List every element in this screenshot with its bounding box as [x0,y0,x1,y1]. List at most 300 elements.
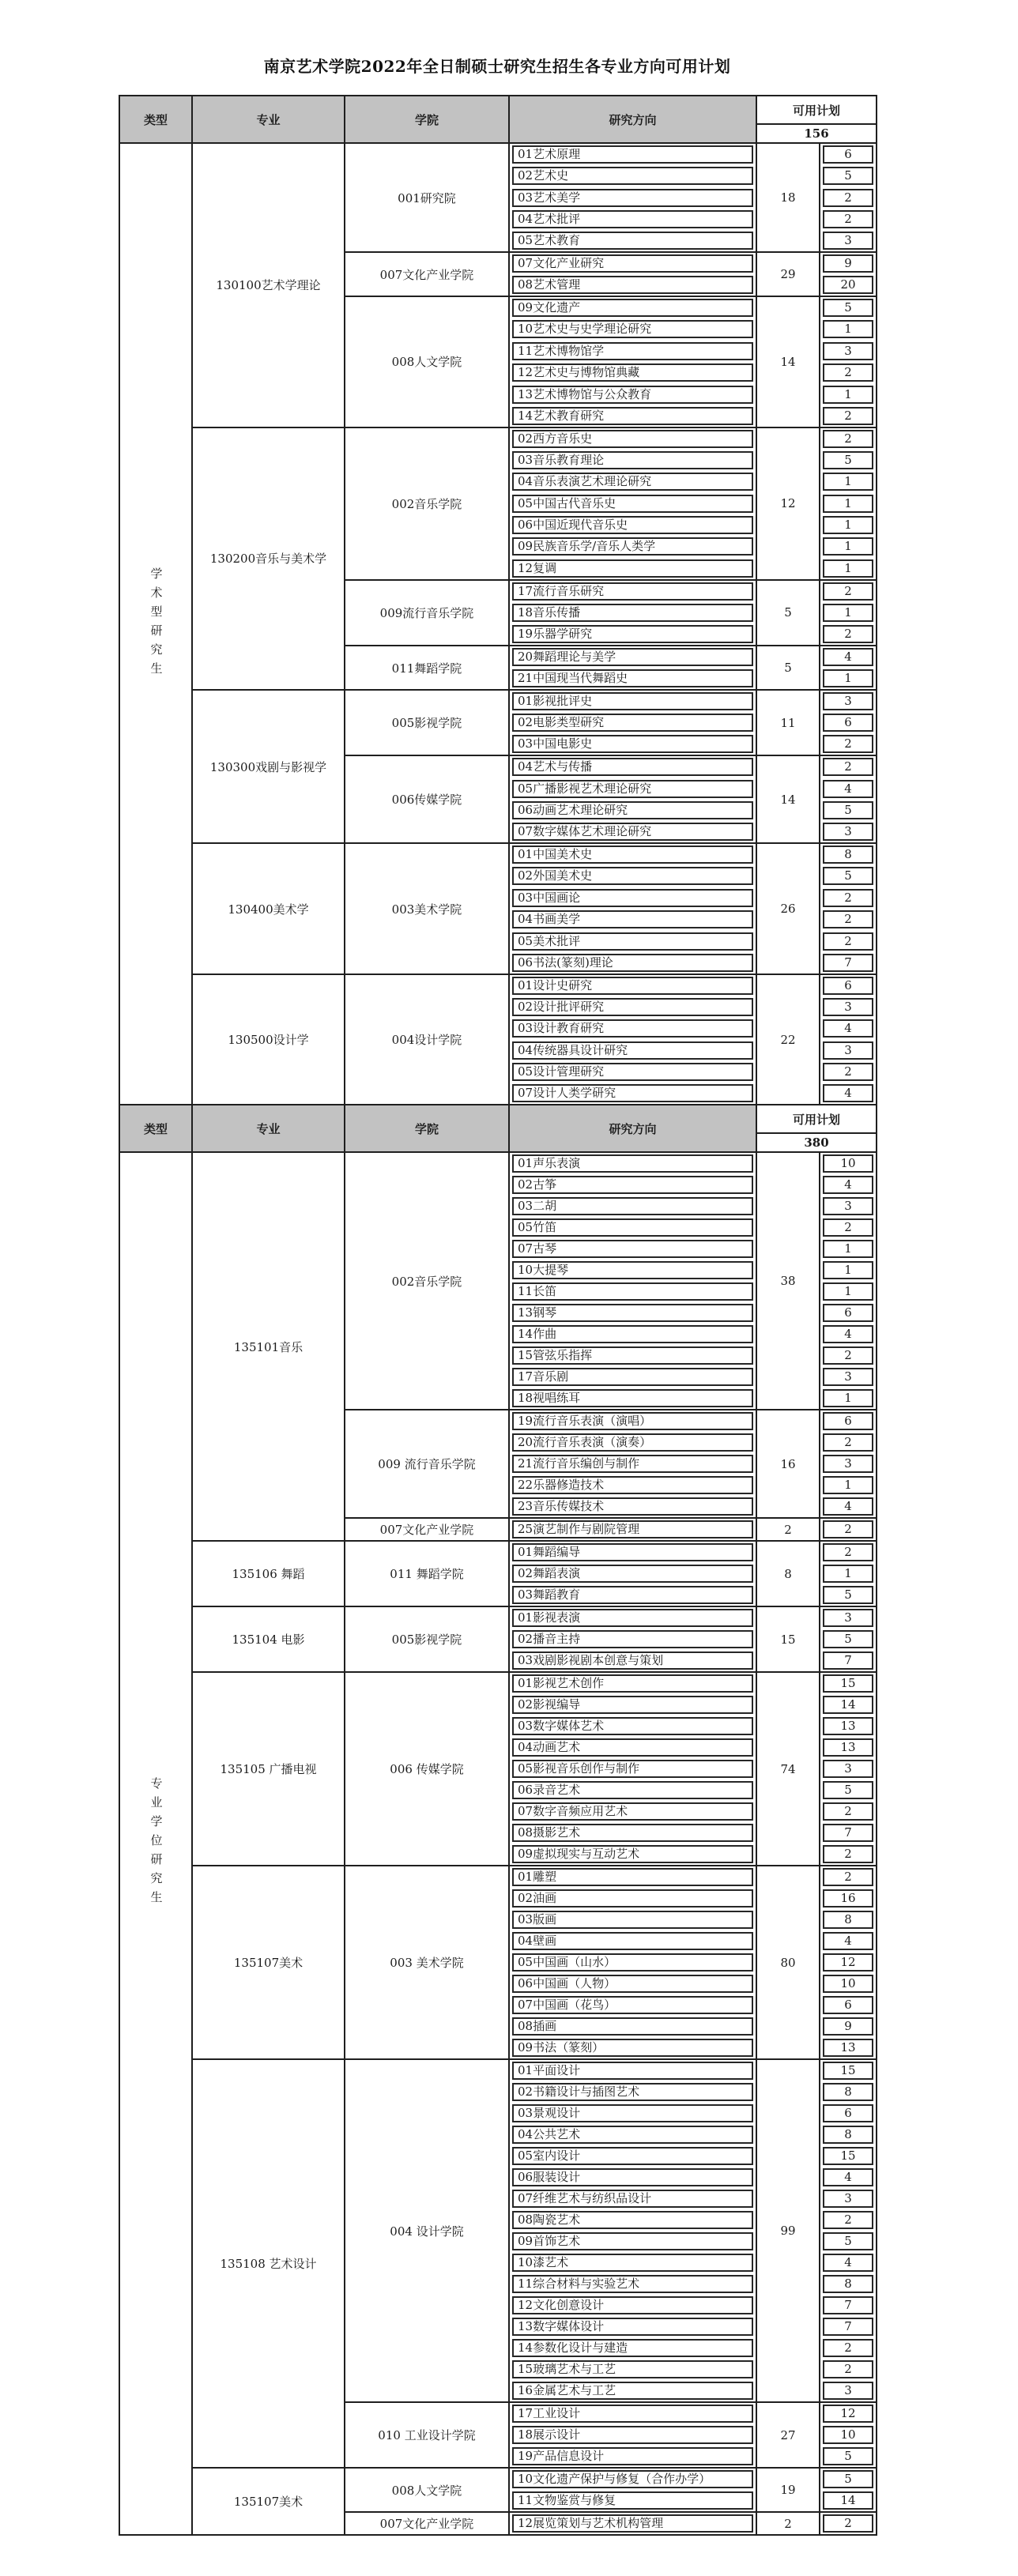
direction-count: 8 [823,2083,873,2101]
major-cell: 135107美术 [192,2468,345,2535]
direction-cell [509,450,756,471]
direction-count-cell [820,383,877,405]
direction-label: 09文化遗产 [512,299,753,317]
direction-count: 5 [823,1630,873,1648]
header-direction: 研究方向 [509,96,756,143]
direction-label: 04音乐表演艺术理论研究 [512,473,753,491]
direction-label: 18展示设计 [512,2426,753,2444]
direction-cell [509,143,756,165]
direction-count-cell [820,2337,877,2359]
college-cell: 010 工业设计学院 [345,2402,509,2468]
direction-count-cell [820,186,877,208]
direction-count-cell [820,1843,877,1866]
direction-count: 4 [823,1084,873,1102]
direction-count-cell [820,1650,877,1672]
direction-count: 7 [823,1651,873,1670]
direction-count-cell [820,1629,877,1650]
direction-count: 1 [823,1261,873,1279]
direction-cell [509,2081,756,2103]
direction-count: 7 [823,2318,873,2336]
college-total-cell: 2 [756,1518,820,1541]
direction-label: 10艺术史与史学理论研究 [512,320,753,338]
direction-count-cell [820,1801,877,1822]
direction-label: 05艺术教育 [512,232,753,250]
college-total-cell: 74 [756,1672,820,1866]
direction-count: 4 [823,1019,873,1038]
direction-count-cell [820,580,877,602]
direction-count-cell [820,2037,877,2059]
direction-count-cell [820,1973,877,1994]
direction-count: 2 [823,189,873,207]
direction-count: 3 [823,1609,873,1627]
direction-label: 01舞蹈编导 [512,1543,753,1561]
direction-count-cell [820,318,877,340]
direction-count: 4 [823,2254,873,2272]
direction-count-cell [820,930,877,951]
direction-label: 22乐器修造技术 [512,1476,753,1494]
direction-count-cell [820,209,877,230]
direction-label: 10大提琴 [512,1261,753,1279]
direction-count-cell [820,1388,877,1410]
direction-label: 18视唱练耳 [512,1389,753,1407]
direction-cell [509,1496,756,1518]
direction-count-cell [820,2167,877,2188]
direction-count-cell [820,362,877,383]
direction-cell [509,1866,756,1888]
direction-label: 08艺术管理 [512,276,753,294]
direction-count-cell [820,558,877,580]
direction-count-cell [820,2188,877,2209]
college-total-cell: 99 [756,2059,820,2402]
direction-cell [509,2059,756,2081]
direction-label: 19产品信息设计 [512,2447,753,2465]
college-cell: 004 设计学院 [345,2059,509,2402]
direction-cell [509,2145,756,2167]
direction-cell [509,514,756,536]
college-cell: 007文化产业学院 [345,1518,509,1541]
direction-count: 2 [823,889,873,907]
direction-label: 06服装设计 [512,2168,753,2186]
table-row [119,1541,877,1563]
direction-cell [509,623,756,646]
college-total-cell: 14 [756,296,820,427]
direction-label: 05室内设计 [512,2147,753,2165]
direction-cell [509,1453,756,1474]
direction-count: 2 [823,430,873,448]
major-cell: 130300戏剧与影视学 [192,690,345,843]
direction-count: 3 [823,1197,873,1215]
direction-cell [509,1650,756,1672]
direction-count-cell [820,1541,877,1563]
direction-count: 3 [823,1368,873,1386]
direction-cell [509,2446,756,2468]
header-direction: 研究方向 [509,1105,756,1152]
direction-label: 01影视表演 [512,1609,753,1627]
direction-label: 02西方音乐史 [512,430,753,448]
direction-count-cell [820,843,877,865]
header-college: 学院 [345,1105,509,1152]
direction-count: 2 [823,932,873,951]
direction-count: 2 [823,1433,873,1452]
direction-label: 04艺术批评 [512,210,753,228]
direction-cell [509,558,756,580]
college-cell: 003美术学院 [345,843,509,974]
direction-cell [509,800,756,821]
college-total-cell: 16 [756,1410,820,1518]
direction-count: 15 [823,2147,873,2165]
direction-count-cell [820,800,877,821]
direction-count-cell [820,2490,877,2512]
direction-count: 5 [823,167,873,185]
direction-label: 05中国画（山水） [512,1953,753,1972]
direction-count-cell [820,536,877,557]
direction-label: 01设计史研究 [512,977,753,995]
direction-label: 17流行音乐研究 [512,582,753,601]
direction-cell [509,230,756,252]
direction-label: 14参数化设计与建造 [512,2339,753,2357]
direction-label: 18音乐传播 [512,604,753,622]
direction-count: 2 [823,1346,873,1365]
direction-cell [509,1040,756,1061]
direction-cell [509,668,756,690]
direction-count: 2 [823,1845,873,1863]
direction-cell [509,602,756,623]
header-row [119,96,877,124]
direction-count-cell [820,712,877,733]
direction-count: 1 [823,604,873,622]
direction-count-cell [820,2402,877,2424]
direction-cell [509,1758,756,1779]
college-cell: 002音乐学院 [345,427,509,580]
direction-count-cell [820,1779,877,1801]
direction-cell [509,1909,756,1930]
college-cell: 005影视学院 [345,1606,509,1672]
direction-count: 16 [823,1889,873,1908]
direction-label: 11文物鉴赏与修复 [512,2491,753,2510]
direction-cell [509,1952,756,1973]
direction-cell [509,2124,756,2145]
direction-label: 03版画 [512,1911,753,1929]
direction-label: 03舞蹈教育 [512,1586,753,1604]
direction-count-cell [820,1083,877,1105]
direction-label: 12文化创意设计 [512,2296,753,2314]
direction-cell [509,887,756,909]
direction-label: 09书法（篆刻） [512,2039,753,2057]
direction-label: 20流行音乐表演（演奏） [512,1433,753,1452]
direction-cell [509,427,756,450]
direction-label: 08插画 [512,2017,753,2036]
direction-count-cell [820,1737,877,1758]
direction-label: 14艺术教育研究 [512,407,753,425]
direction-count: 1 [823,1240,873,1258]
direction-label: 04传统器具设计研究 [512,1041,753,1060]
direction-count: 15 [823,2062,873,2080]
direction-label: 04动画艺术 [512,1738,753,1757]
direction-count: 3 [823,1041,873,1060]
direction-count-cell [820,668,877,690]
direction-count-cell [820,1822,877,1843]
direction-count-cell [820,690,877,712]
plan-table [119,95,877,2536]
header-row [119,1105,877,1133]
direction-count-cell [820,2273,877,2295]
direction-label: 12复调 [512,559,753,578]
direction-count: 1 [823,1565,873,1583]
direction-cell [509,2209,756,2231]
direction-count: 5 [823,2470,873,2488]
direction-cell [509,1324,756,1345]
direction-cell [509,2402,756,2424]
direction-label: 01声乐表演 [512,1154,753,1173]
major-cell: 130200音乐与美术学 [192,427,345,690]
direction-cell [509,1432,756,1453]
direction-cell [509,996,756,1018]
direction-label: 03音乐教育理论 [512,451,753,469]
direction-cell [509,186,756,208]
direction-count: 5 [823,1586,873,1604]
direction-count: 2 [823,2514,873,2533]
direction-count-cell [820,2380,877,2402]
direction-count: 12 [823,2405,873,2423]
direction-count: 12 [823,1953,873,1972]
direction-count-cell [820,274,877,296]
direction-cell [509,362,756,383]
direction-label: 12展览策划与艺术机构管理 [512,2514,753,2533]
direction-count-cell [820,1994,877,2016]
direction-count-cell [820,1281,877,1302]
direction-count-cell [820,996,877,1018]
college-cell: 001研究院 [345,143,509,252]
direction-label: 06中国画（人物） [512,1975,753,1993]
header-plan: 可用计划 [756,1105,877,1133]
college-cell: 008人文学院 [345,2468,509,2512]
college-cell: 011 舞蹈学院 [345,1541,509,1606]
direction-label: 07数字音频应用艺术 [512,1802,753,1821]
direction-label: 03景观设计 [512,2104,753,2122]
direction-label: 02设计批评研究 [512,998,753,1016]
table-row [119,2059,877,2081]
direction-count-cell [820,2359,877,2380]
direction-count: 5 [823,451,873,469]
direction-count-cell [820,450,877,471]
direction-count: 15 [823,1674,873,1693]
direction-count-cell [820,2103,877,2124]
direction-label: 02影视编导 [512,1696,753,1714]
direction-count-cell [820,755,877,778]
direction-count-cell [820,2446,877,2468]
table-row [119,843,877,865]
direction-count-cell [820,2059,877,2081]
direction-count: 1 [823,559,873,578]
header-major: 专业 [192,96,345,143]
header-type: 类型 [119,96,192,143]
direction-label: 01影视批评史 [512,692,753,710]
direction-count: 9 [823,254,873,273]
direction-cell [509,909,756,930]
direction-count: 2 [823,1802,873,1821]
direction-count-cell [820,230,877,252]
direction-count-cell [820,1694,877,1715]
page-title: 南京艺术学院2022年全日制硕士研究生招生各专业方向可用计划 [263,57,731,76]
direction-count-cell [820,2424,877,2446]
direction-count: 5 [823,299,873,317]
direction-count: 2 [823,363,873,382]
direction-count-cell [820,2016,877,2037]
direction-cell [509,712,756,733]
direction-cell [509,2424,756,2446]
table-row [119,143,877,165]
direction-cell [509,1061,756,1083]
direction-label: 11长笛 [512,1282,753,1301]
direction-count-cell [820,1432,877,1453]
direction-label: 03二胡 [512,1197,753,1215]
direction-count: 5 [823,2232,873,2250]
direction-count-cell [820,2124,877,2145]
direction-count: 1 [823,386,873,404]
direction-count-cell [820,1018,877,1039]
direction-count: 2 [823,625,873,643]
direction-label: 06中国近现代音乐史 [512,516,753,534]
direction-count-cell [820,1453,877,1474]
direction-label: 02书籍设计与插图艺术 [512,2083,753,2101]
direction-cell [509,165,756,186]
direction-label: 15管弦乐指挥 [512,1346,753,1365]
direction-count: 2 [823,2211,873,2229]
college-cell: 008人文学院 [345,296,509,427]
direction-label: 23音乐传媒技术 [512,1497,753,1516]
direction-count: 3 [823,342,873,360]
table-row [119,2468,877,2490]
table-row [119,1606,877,1629]
direction-label: 05竹笛 [512,1218,753,1237]
direction-count: 3 [823,692,873,710]
direction-label: 07纤维艺术与纺织品设计 [512,2190,753,2208]
major-cell: 135108 艺术设计 [192,2059,345,2468]
direction-cell [509,1779,756,1801]
direction-cell [509,2103,756,2124]
direction-count: 1 [823,1389,873,1407]
direction-count-cell [820,2081,877,2103]
direction-count-cell [820,1888,877,1909]
direction-label: 03中国画论 [512,889,753,907]
direction-label: 07中国画（花鸟） [512,1996,753,2014]
direction-cell [509,1694,756,1715]
direction-cell [509,1174,756,1196]
direction-cell [509,1260,756,1281]
direction-label: 19乐器学研究 [512,625,753,643]
direction-cell [509,2016,756,2037]
direction-count-cell [820,1061,877,1083]
direction-count: 7 [823,1824,873,1842]
direction-count-cell [820,1672,877,1694]
direction-label: 02舞蹈表演 [512,1565,753,1583]
direction-count: 4 [823,1176,873,1194]
direction-cell [509,1345,756,1366]
direction-cell [509,1281,756,1302]
college-total-cell: 5 [756,646,820,690]
direction-count-cell [820,1040,877,1061]
direction-count: 6 [823,1304,873,1322]
direction-count-cell [820,252,877,274]
direction-cell [509,1083,756,1105]
direction-label: 08陶瓷艺术 [512,2211,753,2229]
direction-count-cell [820,733,877,755]
direction-label: 21中国现当代舞蹈史 [512,669,753,687]
direction-label: 07设计人类学研究 [512,1084,753,1102]
direction-cell [509,2037,756,2059]
direction-cell [509,1196,756,1217]
direction-label: 09虚拟现实与互动艺术 [512,1845,753,1863]
direction-count-cell [820,1518,877,1541]
college-cell: 009 流行音乐学院 [345,1410,509,1518]
direction-count-cell [820,1474,877,1496]
direction-count-cell [820,143,877,165]
header-college: 学院 [345,96,509,143]
direction-cell [509,1410,756,1432]
direction-cell [509,865,756,887]
direction-count-cell [820,1866,877,1888]
direction-label: 16金属艺术与工艺 [512,2382,753,2400]
type-label: 学术型研究生 [149,567,164,681]
direction-label: 09首饰艺术 [512,2232,753,2250]
direction-cell [509,755,756,778]
direction-count-cell [820,2231,877,2252]
direction-label: 17工业设计 [512,2405,753,2423]
direction-cell [509,1994,756,2016]
direction-label: 13艺术博物馆与公众教育 [512,386,753,404]
college-total-cell: 29 [756,252,820,296]
college-cell: 011舞蹈学院 [345,646,509,690]
direction-count: 6 [823,714,873,732]
direction-label: 05广播影视艺术理论研究 [512,780,753,798]
direction-label: 06录音艺术 [512,1781,753,1799]
direction-cell [509,1606,756,1629]
direction-count: 2 [823,2360,873,2378]
college-cell: 003 美术学院 [345,1866,509,2059]
direction-cell [509,2490,756,2512]
college-cell: 005影视学院 [345,690,509,755]
direction-count-cell [820,1196,877,1217]
direction-count: 3 [823,998,873,1016]
direction-cell [509,2273,756,2295]
major-cell: 135104 电影 [192,1606,345,1672]
college-total-cell: 8 [756,1541,820,1606]
direction-label: 02古筝 [512,1176,753,1194]
direction-cell [509,580,756,602]
direction-label: 07古琴 [512,1240,753,1258]
direction-count: 6 [823,1412,873,1430]
direction-count-cell [820,427,877,450]
direction-label: 13数字媒体设计 [512,2318,753,2336]
direction-cell [509,471,756,492]
direction-count: 3 [823,232,873,250]
direction-count-cell [820,1909,877,1930]
direction-count: 6 [823,1996,873,2014]
direction-cell [509,1737,756,1758]
direction-cell [509,733,756,755]
direction-cell [509,1843,756,1866]
college-total-cell: 27 [756,2402,820,2468]
direction-count: 1 [823,495,873,513]
direction-label: 10文化遗产保护与修复（合作办学） [512,2470,753,2488]
direction-count: 4 [823,648,873,666]
direction-count-cell [820,1324,877,1345]
direction-count: 5 [823,1781,873,1799]
direction-cell [509,341,756,362]
direction-cell [509,318,756,340]
direction-count: 6 [823,145,873,164]
direction-label: 01影视艺术创作 [512,1674,753,1693]
